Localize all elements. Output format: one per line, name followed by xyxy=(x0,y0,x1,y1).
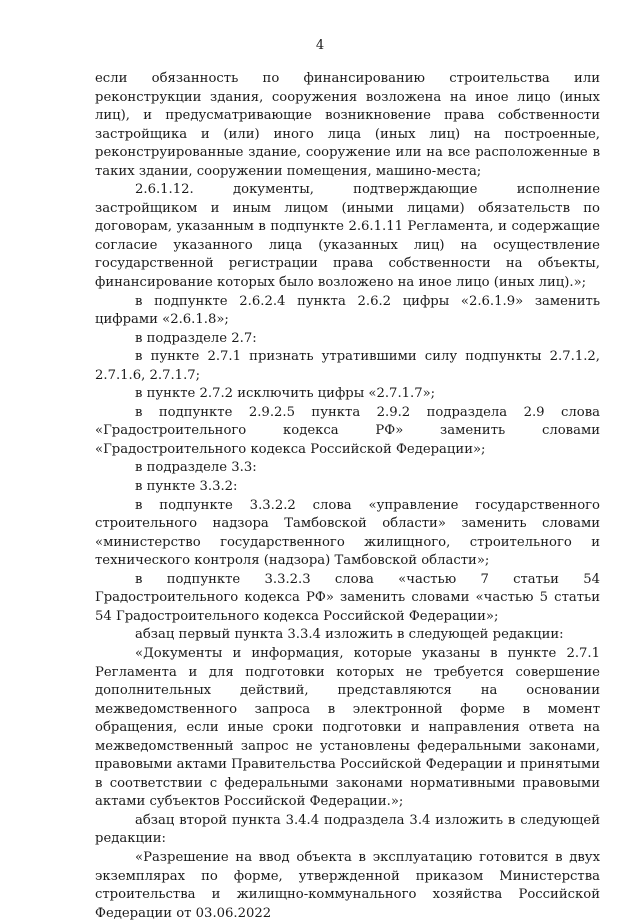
page-number: 4 xyxy=(315,38,325,53)
paragraph: «Разрешение на ввод объекта в эксплуатацию готовится в двух экземплярах по форме, утвержденной приказом Министерства строительства и жилищно-коммунального хозяйства Российской Федерации от 03.06.2022 xyxy=(95,849,600,921)
paragraph: в пункте 2.7.2 исключить цифры «2.7.1.7»; xyxy=(135,386,436,402)
document-body xyxy=(95,70,600,923)
paragraph: в подпункте 2.6.2.4 пункта 2.6.2 цифры «2.6.1.9» заменить цифрами «2.6.1.8»; xyxy=(95,293,600,328)
paragraph: абзац первый пункта 3.3.4 изложить в следующей редакции: xyxy=(135,627,564,643)
paragraph: в подпункте 3.3.2.3 слова «частью 7 статьи 54 Градостроительного кодекса РФ» заменить словами «частью 5 статьи 54 Градостроительного кодекса Российской Федерации»; xyxy=(95,571,600,624)
paragraph: в подразделе 2.7: xyxy=(135,330,257,346)
paragraph: 2.6.1.12. документы, подтверждающие исполнение застройщиком и иным лицом (иными лицами) обязательств по договорам, указанным в подпункте 2.6.1.11 Регламента, и содержащие согласие указанного лица (указанных лиц) на осуществление государственной регистрации права собственности на объекты, финансирование которых было возложено на иное лицо (иных лиц).»; xyxy=(95,182,600,291)
paragraph: в подпункте 3.3.2.2 слова «управление государственного строительного надзора Тамбовской области» заменить словами «министерство государственного жилищного, строительного и технического контроля (надзора) Тамбовской области»; xyxy=(95,497,600,569)
paragraph: если обязанность по финансированию строительства или реконструкции здания, сооружения возложена на иное лицо (иных лиц), и предусматривающие возникновение права собственности застройщика и (или) иного лица (иных лиц) на построенные, реконструированные здание, сооружение или на все расположенные в таких здании, сооружении помещения, машино-места; xyxy=(95,71,600,179)
paragraph: в пункте 3.3.2: xyxy=(135,479,238,495)
paragraph: в подразделе 3.3: xyxy=(135,460,257,476)
paragraph: абзац второй пункта 3.4.4 подраздела 3.4 изложить в следующей редакции: xyxy=(95,812,600,847)
paragraph: в подпункте 2.9.2.5 пункта 2.9.2 подраздела 2.9 слова «Градостроительного кодекса РФ» заменить словами «Градостроительного кодекса Российской Федерации»; xyxy=(95,404,600,457)
paragraph: в пункте 2.7.1 признать утратившими силу подпункты 2.7.1.2, 2.7.1.6, 2.7.1.7; xyxy=(95,349,600,383)
paragraph: «Документы и информация, которые указаны в пункте 2.7.1 Регламента и для подготовки которых не требуется совершение дополнительных действий, представляются на основании межведомственного запроса в электронной форме в момент обращения, если иные сроки подготовки и направления ответа на межведомственный запрос не установлены федеральными законами, правовыми актами Правительства Российской Федерации и принятыми в соответствии с федеральными законами нормативными правовыми актами субъектов Российской Федерации.»; xyxy=(95,645,600,810)
